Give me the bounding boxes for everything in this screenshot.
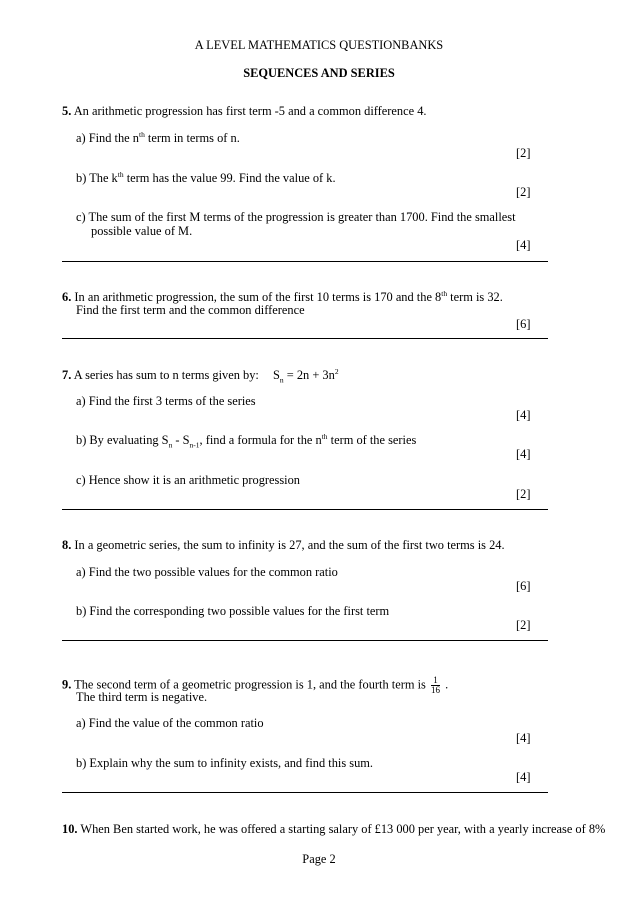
divider xyxy=(62,640,548,641)
question-number: 10. xyxy=(62,822,78,836)
marks-label: [2] xyxy=(516,618,531,632)
question-9b: b) Explain why the sum to infinity exists, and find this sum. xyxy=(76,756,374,770)
question-10 xyxy=(62,822,605,837)
question-number: 5. xyxy=(62,104,72,118)
marks-label: [2] xyxy=(516,146,531,160)
part-text: a) Find the n xyxy=(76,131,139,145)
question-text: A series has sum to n terms given by: xyxy=(73,368,259,382)
question-8 xyxy=(62,538,505,553)
document-title: A LEVEL MATHEMATICS QUESTIONBANKS xyxy=(194,38,444,52)
question-number: 7. xyxy=(62,368,72,382)
question-number: 9. xyxy=(62,677,72,692)
part-text: term has the value 99. Find the value of k. xyxy=(123,171,336,185)
section-title: SEQUENCES AND SERIES xyxy=(243,66,395,80)
question-text: In a geometric series, the sum to infinity is 27, and the sum of the first two terms is 24. xyxy=(74,538,505,552)
marks-label: [2] xyxy=(516,487,531,501)
divider xyxy=(62,509,548,510)
question-7c: c) Hence show it is an arithmetic progression xyxy=(76,473,300,487)
question-5 xyxy=(62,104,427,119)
question-number: 6. xyxy=(62,290,72,304)
marks-label: [4] xyxy=(516,731,531,745)
question-8a: a) Find the two possible values for the common ratio xyxy=(76,565,338,579)
marks-label: [4] xyxy=(516,238,531,252)
question-9a: a) Find the value of the common ratio xyxy=(76,716,264,730)
question-text: In an arithmetic progression, the sum of the first 10 terms is 170 and the 8 xyxy=(74,290,442,304)
question-9-line2: The third term is negative. xyxy=(76,690,208,704)
marks-label: [4] xyxy=(516,770,531,784)
marks-label: [4] xyxy=(516,408,531,422)
sum-formula: $S_n = 2n + 3n^2$ xyxy=(273,366,339,385)
marks-label: [6] xyxy=(516,579,531,593)
part-text: term in terms of n. xyxy=(144,131,240,145)
question-7b: b) By evaluating $S_n - S_{n-1}$, find a formula for the $n^{th}$ term of the series xyxy=(76,431,417,450)
superscript: th xyxy=(117,169,124,179)
question-text: An arithmetic progression has first term -5 and a common difference 4. xyxy=(73,104,427,118)
question-6-line2: Find the first term and the common difference xyxy=(76,303,305,317)
question-5a xyxy=(76,131,240,146)
question-text: When Ben started work, he was offered a starting salary of £13 000 per year, with a yearly increase of 8% xyxy=(80,822,606,836)
part-text: b) The k xyxy=(76,171,118,185)
question-5c-line2: possible value of M. xyxy=(91,224,193,238)
divider xyxy=(62,792,548,793)
page-number: Page 2 xyxy=(302,852,336,866)
marks-label: [2] xyxy=(516,185,531,199)
question-text: term is 32. xyxy=(447,290,503,304)
divider xyxy=(62,338,548,339)
question-5c-line1: c) The sum of the first M terms of the progression is greater than 1700. Find the smallest xyxy=(76,210,516,224)
question-text: The second term of a geometric progression is 1, and the fourth term is xyxy=(74,677,426,692)
question-5b xyxy=(76,171,336,186)
question-7 xyxy=(62,368,259,383)
fraction: $\frac{1}{16}$ xyxy=(430,675,440,695)
question-8b: b) Find the corresponding two possible values for the first term xyxy=(76,604,390,618)
question-number: 8. xyxy=(62,538,72,552)
superscript: th xyxy=(441,288,448,298)
question-9: 9. The second term of a geometric progression is 1, and the fourth term is $\frac{1}{16}$ . xyxy=(62,675,449,695)
divider xyxy=(62,261,548,262)
marks-label: [4] xyxy=(516,447,531,461)
question-7a: a) Find the first 3 terms of the series xyxy=(76,394,256,408)
marks-label: [6] xyxy=(516,317,531,331)
superscript: th xyxy=(138,129,145,139)
